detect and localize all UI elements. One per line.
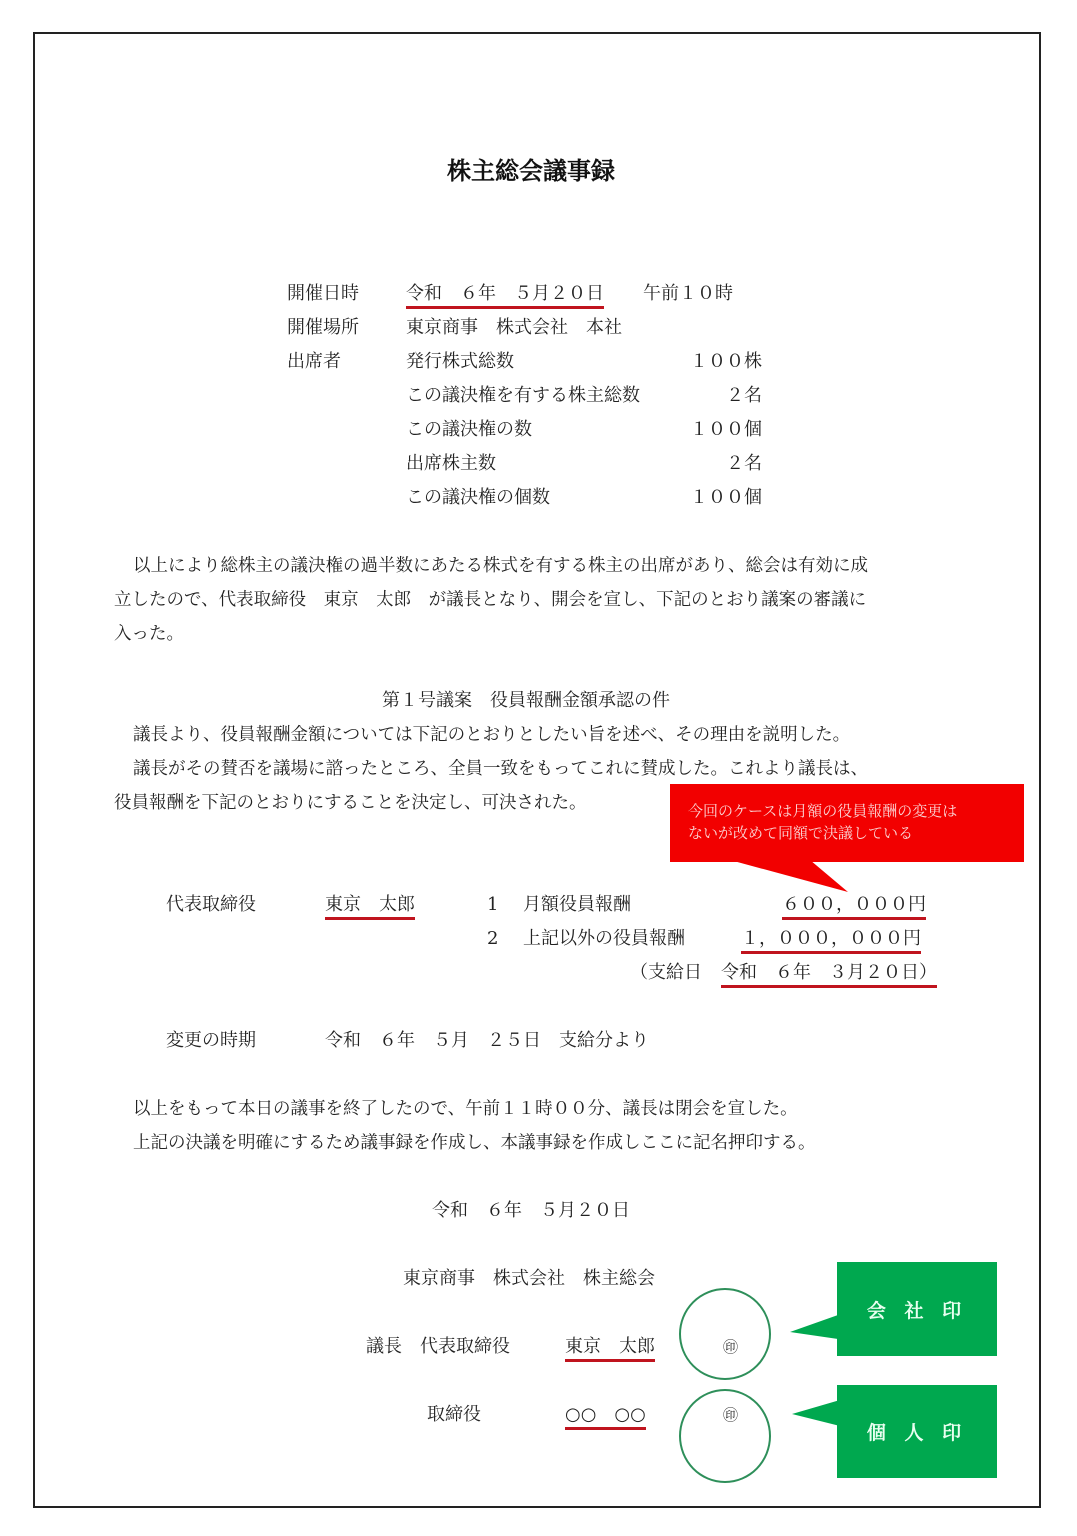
callout-line-1: 今回のケースは月額の役員報酬の変更は: [688, 802, 958, 820]
stat-label: この議決権の数: [406, 419, 532, 440]
intro-line-3: 入った。: [114, 624, 184, 644]
personal-seal-pointer-icon: [792, 1400, 842, 1426]
signature-org: 東京商事 株式会社 株主総会: [403, 1268, 655, 1289]
personal-seal-callout: 個 人 印: [837, 1385, 997, 1478]
seal-mark-icon: ㊞: [723, 1338, 739, 1356]
stat-label: 出席株主数: [406, 453, 496, 474]
intro-line-2: 立したので、代表取締役 東京 太郎 が議長となり、開会を宣し、下記のとおり議案の審議に: [114, 590, 867, 610]
seal-mark-icon: ㊞: [723, 1406, 739, 1424]
company-seal-circle: [679, 1288, 771, 1380]
comp-name: 東京 太郎: [325, 894, 415, 920]
intro-line-1: 以上により総株主の議決権の過半数にあたる株式を有する株主の出席があり、総会は有効に成: [133, 556, 868, 576]
stat-label: この議決権を有する株主総数: [406, 385, 640, 406]
stat-label: この議決権の個数: [406, 487, 550, 508]
callout-pointer-icon: [730, 860, 860, 894]
attendees-label: 出席者: [287, 351, 341, 372]
callout-line-2: ないが改めて同額で決議している: [688, 824, 914, 842]
closing-line-2: 上記の決議を明確にするため議事録を作成し、本議事録を作成しここに記名押印する。: [133, 1133, 816, 1153]
payment-date-prefix: （支給日: [630, 962, 702, 983]
comp-item-amount: ６００，０００円: [782, 894, 926, 920]
stat-value: １００株: [690, 351, 762, 372]
payment-date: 令和 ６年 ３月２０日）: [721, 962, 937, 988]
stat-label: 発行株式総数: [406, 351, 514, 372]
agenda-line-3: 役員報酬を下記のとおりにすることを決定し、可決された。: [114, 793, 587, 813]
signature-date: 令和 ６年 ５月２０日: [432, 1200, 630, 1221]
chair-name: 東京 太郎: [565, 1336, 655, 1362]
document-title: 株主総会議事録: [447, 157, 615, 185]
place-label: 開催場所: [287, 317, 359, 338]
stat-value: ２名: [726, 453, 762, 474]
date-value: 令和 ６年 ５月２０日: [406, 283, 604, 309]
company-seal-pointer-icon: [790, 1315, 840, 1339]
director-name: ○○ ○○: [565, 1404, 646, 1430]
comp-item-no: 2: [487, 928, 499, 949]
time-value: 午前１０時: [643, 283, 733, 304]
date-label: 開催日時: [287, 283, 359, 304]
chair-label: 議長 代表取締役: [366, 1336, 510, 1357]
change-timing-value: 令和 ６年 ５月 ２５日 支給分より: [325, 1030, 649, 1051]
place-value: 東京商事 株式会社 本社: [406, 317, 622, 338]
stat-value: １００個: [690, 487, 762, 508]
stat-value: １００個: [690, 419, 762, 440]
closing-line-1: 以上をもって本日の議事を終了したので、午前１１時００分、議長は閉会を宣した。: [133, 1099, 798, 1119]
director-label: 取締役: [427, 1404, 481, 1425]
stat-value: ２名: [726, 385, 762, 406]
comp-item-label: 上記以外の役員報酬: [523, 928, 685, 949]
company-seal-callout: 会 社 印: [837, 1262, 997, 1356]
red-callout-note: [670, 784, 1024, 862]
comp-item-no: 1: [487, 894, 499, 915]
comp-item-label: 月額役員報酬: [523, 894, 631, 915]
comp-role: 代表取締役: [166, 894, 256, 915]
comp-item-amount: １，０００，０００円: [741, 928, 921, 954]
agenda-line-1: 議長より、役員報酬金額については下記のとおりとしたい旨を述べ、その理由を説明した。: [133, 725, 851, 745]
agenda-line-2: 議長がその賛否を議場に諮ったところ、全員一致をもってこれに賛成した。これより議長は、: [133, 759, 868, 779]
agenda-heading: 第１号議案 役員報酬金額承認の件: [382, 690, 670, 711]
change-timing-label: 変更の時期: [166, 1030, 256, 1051]
